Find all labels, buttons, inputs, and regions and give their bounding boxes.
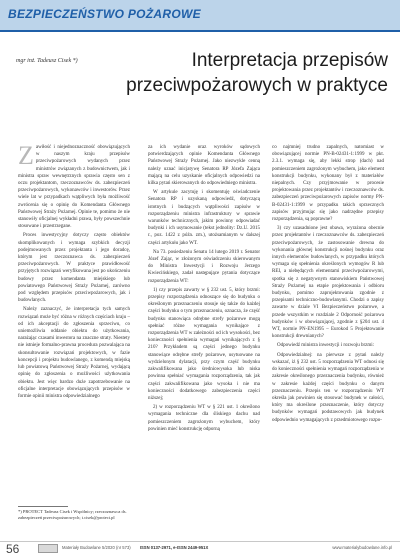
paragraph: co najmniej trudno zapalnych, natomiast w obowiązującej normie PN-B-02431-1:1999 w pkt. 2.3.1. wymaga się, aby lekki strop (dach) nad pomieszczeniem zagrożonym wybuchem, jako element konstrukcji budynku, wykonany był z materiałów niepalnych. Czy przyjmowanie w procesie projektowania przez projektantów i rzeczoznawców ds. zabezpieczeń przeciwpożarowych zapisów normy PN-B-02431-1:1999 w przypadku takich sprzecznych zapisów przyjmując się jako nadrzędne przepisy rozporządzenia, są poprawne? bbox=[272, 145, 384, 223]
issn: ISSN 0137-2971, e-ISSN 2449-951X bbox=[139, 545, 209, 550]
text-column-1 bbox=[18, 141, 130, 402]
paragraph: Zawiłość i niejednoznaczność obowiązujących w naszym kraju przepisów przeciwpożarowych wydanych przez ministrów związanych z budownictwem, jak i ministra spraw wewnętrznych sprawia często sen z oczu projektantom, rzeczoznawców ds. zabezpieczeń przeciwpożarowych, wykonawców i inwestorów. Przez wiele lat w przypadkach wątpliwych była możliwość zwrócenia się o opinię do Komendanta Głównego Państwowej Straży Pożarnej. Opinie te, pomimo że nie stanowiły oficjalnej wykładni prawa, były powszechnie stosowane i przestrzegane. bbox=[18, 141, 130, 230]
text-column-2 bbox=[148, 144, 260, 435]
paragraph: Proces inwestycyjny dotyczy często obiektów skomplikowanych i wymaga szybkich decyzji podejmowanych przez projektanta i jego doradcę, którym jest rzeczoznawca ds. zabezpieczeń przeciwpożarowych. W praktyce prawidłowość przyjętych rozwiązań weryfikowana jest po ukończeniu budowy przez komendanta miejskiego lub powiatowego Państwowej Straży Pożarnej, zarówno pod względem przepisów przeciwpożarowych, jak i budowlanych. bbox=[18, 233, 130, 304]
header-divider bbox=[0, 30, 400, 32]
section-title: BEZPIECZEŃSTWO POŻAROWE bbox=[8, 7, 201, 21]
drop-cap: Z bbox=[18, 141, 34, 170]
article-title-line-2: przeciwpożarowych w praktyce bbox=[126, 75, 388, 96]
paragraph: Na 73. posiedzeniu Senatu 14 lutego 2019 r. Senator Józef Zając, w złożonym oświadczeniu skierowanym do Ministra Inwestycji i Rozwoju Jerzego Kwiecińskiego, zadał następujące pytania dotyczące rozporządzenia WT: bbox=[148, 249, 260, 284]
footnote-divider bbox=[18, 506, 68, 507]
section-header-band bbox=[0, 0, 400, 30]
article-title bbox=[112, 48, 388, 98]
footer-divider bbox=[0, 541, 400, 542]
page-number: 56 bbox=[6, 542, 20, 556]
paragraph: Odpowiedzialnej: na pierwsze z pytań należy wskazać, iż § 232 ust. 5 rozporządzenia WT odnosi się do konieczności spełnienia wymagań rozporządzenia w zakresie określonego przeznaczenia budynku, również w zakresie każdej części budynku o danym przeznaczeniu. Przepis ten w rozporządzeniu WT określa jak powinien się stosować budynek w całości, który ma określone przeznaczenie, który dotyczy budynków wymagań podstawowych jak budynek odpowiednio wymagających z przedmiotowego rozpo- bbox=[272, 352, 384, 423]
paragraph: 3) czy uzasadnione jest obawa, wyrażona obecnie przez projektantów i rzeczoznawców ds. zabezpieczeń przeciwpożarowych, że zastosowanie drewna do wykonania głównej konstrukcji nośnej budynku oraz innych elementów budowlanych, w przypadku których wymaga się spełnienia określonych wymogów R lub REI, a niebędących elementami przeciwpożarowymi, spotka się z negatywnym stanowiskiem Państwowej Straży Pożarnej na etapie projektowania i odbioru budynku, pomimo zaprojektowania zgodnie z przepisami techniczno-budowlanymi. Chodzi o zapisy zawarte w dziale VI Bezpieczeństwo pożarowe, a przede wszystkim w rozdziale 2 Odporność pożarowa budynków i w obowiązującej, zgodnie z §204 ust. 4 WT, normie PN-EN1995 – Eurokod 5 Projektowanie konstrukcji drewnianych? bbox=[272, 226, 384, 340]
paragraph: Odpowiedź ministra inwestycji i rozwoju brzmi: bbox=[277, 343, 375, 349]
footer-info bbox=[62, 545, 392, 550]
journal-website-link[interactable]: www.materialybudowlane.info.pl bbox=[332, 545, 392, 550]
paragraph: za ich wydanie oraz wyroków sądowych potwierdzających opinie Komendanta Głównego Państwowej Straży Pożarnej. Jako niezwykle cenną należy uznać inicjatywę Senatora RP Józefa Zająca mającą na celu uzyskanie oficjalnych odpowiedzi na kilka pytań skierowanych do odpowiedniego ministra. bbox=[148, 145, 260, 187]
text-column-3 bbox=[272, 144, 384, 426]
paragraph: 2) w rozporządzeniu WT w § 221 ust. 1 określono wymagania techniczne dla śliskiego dachu nad pomieszczeniem zagrożonym wybuchem, który powinien mieć konstrukcję odporną bbox=[148, 405, 260, 432]
author-footnote: *) PROTECT Tadeusz Cisek i Wspólnicy; rzeczoznawca ds. zabezpieczeń przeciwpożarowych; t.cisek@protect.pl bbox=[18, 509, 127, 520]
journal-logo-icon bbox=[38, 544, 58, 553]
article-title-line-1: Interpretacja przepisów bbox=[191, 50, 388, 71]
journal-issue: Materiały Budowlane 5/2020 (nr 573) bbox=[62, 545, 131, 550]
paragraph: Należy zaznaczyć, że interpretacja tych samych rozwiązań może być różna w różnych częściach kraju – od ich akceptacji do zgłoszenia sprzeciwu, co uniemożliwia oddanie obiektu do użytkowania, narażając czasami inwestora na znaczne straty. Niestety nie istnieje formalno-prawna procedura pozwalająca na skonsultowanie rozwiązań projektowych, w fazie koncepcji i projektu budowlanego, z komendą miejską lub powiatową Państwowej Straży Pożarnej, wydającą opinię do zgłoszenia o możliwości użytkowania obiektu. Jest więc bardzo duże zapotrzebowanie na oficjalne interpretacje obowiązujących przepisów w formie opinii ministra odpowiedzialnego bbox=[18, 307, 130, 399]
author-byline: mgr inż. Tadeusz Cisek *) bbox=[16, 58, 78, 64]
paragraph: 1) czy przepis zawarty w § 232 ust. 5, który brzmi: przepisy rozporządzenia odnoszące się do budynku o określonym przeznaczeniu stosuje się także do każdej części budynku o tym przeznaczeniu, oznacza, że część budynku stanowiąca odrębne strefy pożarowe mogą spełniać różne wymagania wynikające z rozporządzenia WT w zależności od ich wysokości, bez konieczności spełnienia wymagań wynikających z § 210? Przykładem są części jednego budynku stanowiące odrębne strefy pożarowe, usytuowane na wydzielonym dylatacji, przy czym część budynku zakwalifikowana jako średniowysoka lub niska powinna spełniać wymagania rozporządzenia, tak jak części zakwalifikowana jako wysoka i nie ma konieczności dodatkowego zabezpieczenia części niższej; bbox=[148, 287, 260, 401]
paragraph: W artykule zacytuję i skomentuję oświadczenie Senatora RP i uzyskaną odpowiedź, dotyczącą istotnych i budzących wątpliwości zapisów w rozporządzeniu ministra infrastruktury w sprawie warunków technicznych, jakim powinny odpowiadać budynki i ich usytuowanie (tekst jednolity: Dz.U. 2015 r., poz. 1422 z późn. zm.), utożsamianym w dalszej części artykułu jako WT. bbox=[148, 190, 260, 246]
